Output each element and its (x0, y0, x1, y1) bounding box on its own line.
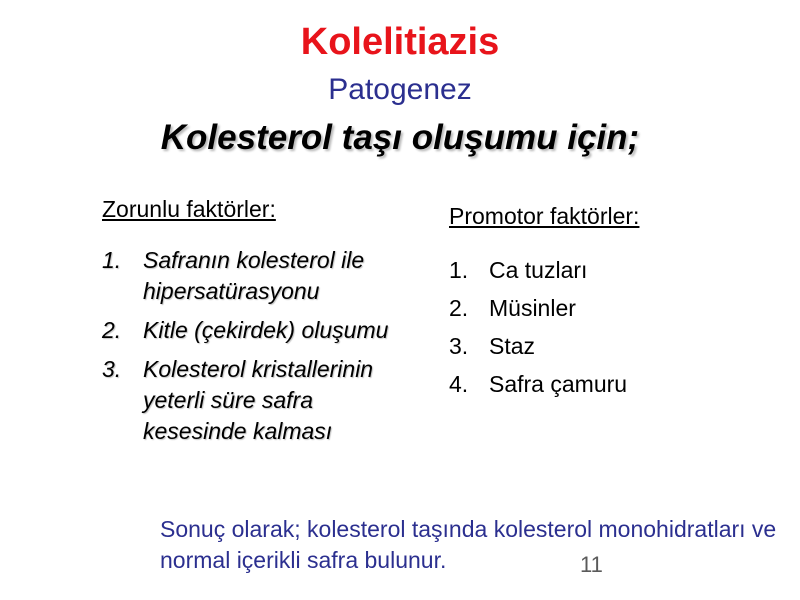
list-item-text: Müsinler (489, 295, 576, 321)
list-item-number: 2. (449, 295, 469, 321)
list-item-text: Safra çamuru (489, 371, 628, 397)
promoter-factors-heading: Promotor faktörler: (449, 203, 640, 229)
list-item-text: Kitle (çekirdek) oluşumu (143, 317, 389, 343)
slide-title: Kolelitiazis (300, 21, 500, 63)
list-item-text: Kolesterol kristallerinin yeterli süre safra kesesinde kalması (143, 356, 374, 444)
promoter-factors-list (449, 251, 749, 403)
list-item (449, 327, 749, 365)
list-item (449, 251, 749, 289)
list-item-text: Safranın kolesterol ile hipersatürasyonu (143, 247, 365, 304)
list-item (449, 365, 749, 403)
list-item-number: 1. (449, 257, 469, 283)
list-item-number: 3. (449, 333, 469, 359)
list-item-number: 4. (449, 371, 469, 397)
slide-heading: Kolesterol taşı oluşumu için; (160, 118, 640, 157)
list-item-text: Staz (489, 333, 536, 359)
list-item-number: 2. (102, 317, 122, 343)
list-item (102, 354, 422, 447)
slide-subtitle: Patogenez (328, 73, 472, 106)
list-item (449, 289, 749, 327)
list-item (102, 315, 422, 346)
mandatory-factors-list (102, 245, 422, 455)
mandatory-factors-heading: Zorunlu faktörler: (102, 196, 276, 222)
page-number: 11 (580, 552, 603, 577)
conclusion-text: Sonuç olarak; kolesterol taşında kolesterol monohidratları ve normal içerikli safra bulunur. (160, 516, 777, 573)
list-item-text: Ca tuzları (489, 257, 588, 283)
list-item (102, 245, 422, 307)
list-item-number: 1. (102, 247, 122, 273)
list-item-number: 3. (102, 356, 122, 382)
